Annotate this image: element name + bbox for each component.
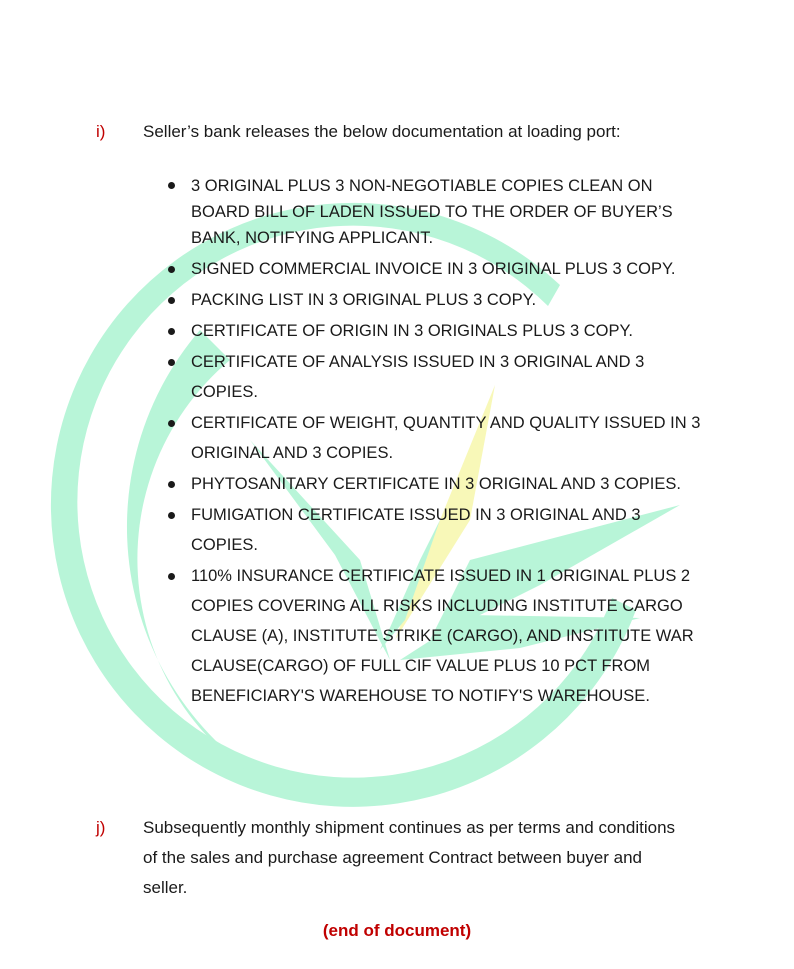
list-item — [168, 254, 708, 284]
list-item — [168, 500, 708, 560]
list-item — [168, 316, 708, 346]
list-item-text: CERTIFICATE OF ANALYSIS ISSUED IN 3 ORIGINAL AND 3 COPIES. — [191, 353, 645, 401]
list-item-text: FUMIGATION CERTIFICATE ISSUED IN 3 ORIGINAL AND 3 COPIES. — [191, 506, 641, 554]
list-item — [168, 172, 708, 251]
end-of-document-note: (end of document) — [322, 921, 472, 940]
item-j-text: Subsequently monthly shipment continues as per terms and conditions of the sales and purchase agreement Contract between buyer and seller. — [143, 818, 676, 897]
documents-list — [168, 172, 708, 712]
item-i-letter: i) — [96, 122, 106, 141]
list-item-text: PHYTOSANITARY CERTIFICATE IN 3 ORIGINAL AND 3 COPIES. — [191, 475, 681, 493]
bullet-icon — [168, 512, 175, 519]
list-item-text: CERTIFICATE OF ORIGIN IN 3 ORIGINALS PLUS 3 COPY. — [191, 322, 633, 340]
bullet-icon — [168, 481, 175, 488]
list-item-text: CERTIFICATE OF WEIGHT, QUANTITY AND QUALITY ISSUED IN 3 ORIGINAL AND 3 COPIES. — [191, 414, 701, 462]
list-item — [168, 561, 708, 711]
list-item-text: 110% INSURANCE CERTIFICATE ISSUED IN 1 ORIGINAL PLUS 2 COPIES COVERING ALL RISKS INCLUDING INSTITUTE CARGO CLAUSE (A), INSTITUTE STRIKE (CARGO), AND INSTITUTE WAR CLAUSE(CARGO) OF FULL CIF VALUE PLUS 10 PCT FROM BENEFICIARY'S WAREHOUSE TO NOTIFY'S WAREHOUSE. — [191, 567, 694, 705]
list-item-text: 3 ORIGINAL PLUS 3 NON-NEGOTIABLE COPIES CLEAN ON BOARD BILL OF LADEN ISSUED TO THE ORDER OF BUYER’S BANK, NOTIFYING APPLICANT. — [191, 177, 673, 247]
list-item — [168, 347, 708, 407]
bullet-icon — [168, 359, 175, 366]
list-item — [168, 469, 708, 499]
list-item — [168, 285, 708, 315]
list-item-text: PACKING LIST IN 3 ORIGINAL PLUS 3 COPY. — [191, 291, 537, 309]
item-j-letter: j) — [96, 818, 106, 837]
bullet-icon — [168, 266, 175, 273]
bullet-icon — [168, 297, 175, 304]
item-i-text: Seller’s bank releases the below documentation at loading port: — [143, 122, 621, 141]
bullet-icon — [168, 328, 175, 335]
bullet-icon — [168, 420, 175, 427]
bullet-icon — [168, 573, 175, 580]
list-item — [168, 408, 708, 468]
list-item-text: SIGNED COMMERCIAL INVOICE IN 3 ORIGINAL PLUS 3 COPY. — [191, 260, 676, 278]
bullet-icon — [168, 182, 175, 189]
